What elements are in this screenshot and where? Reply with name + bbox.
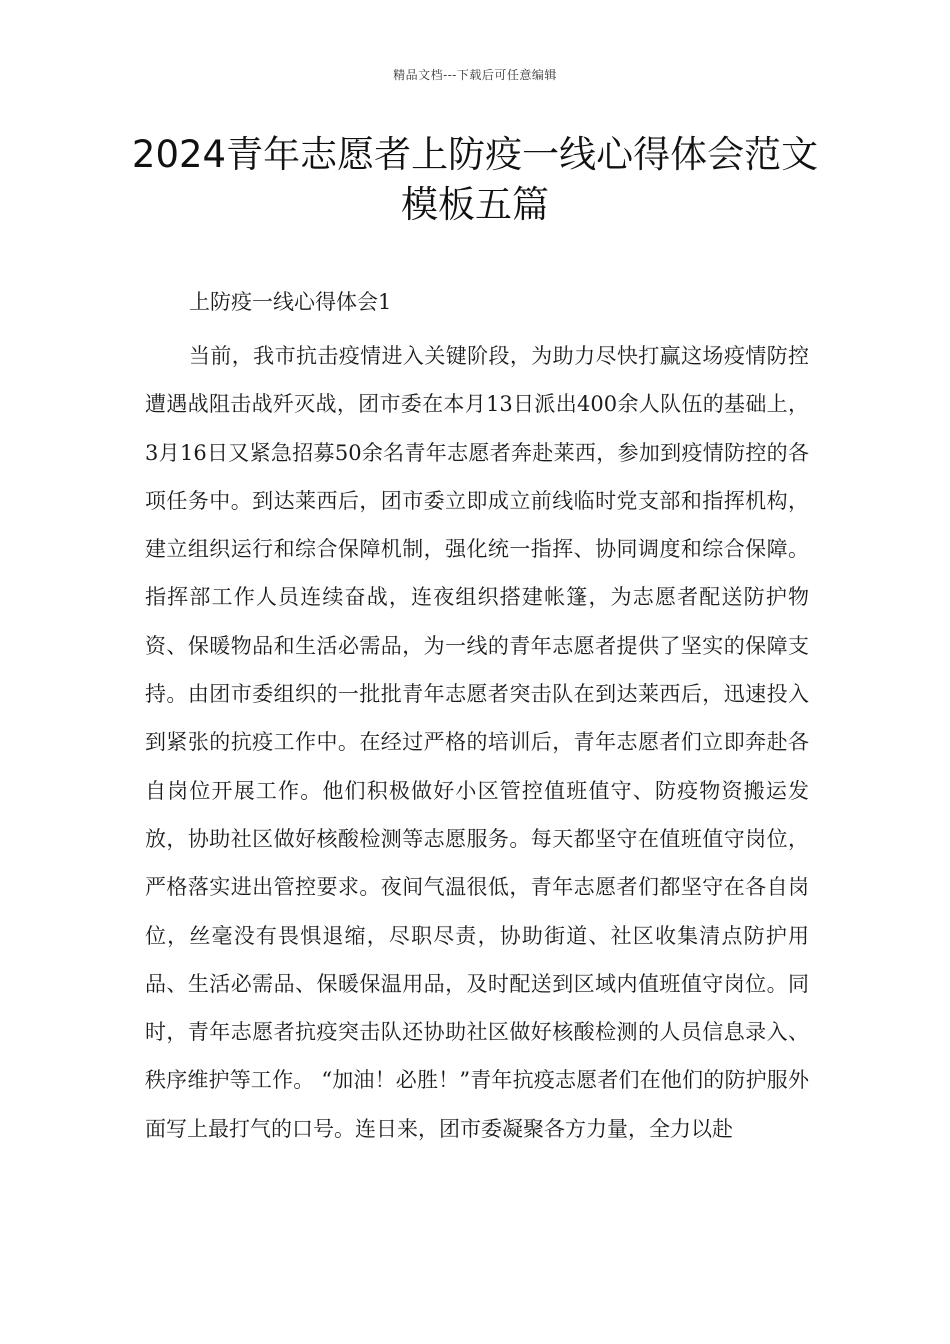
document-header-note: 精品文档---下载后可任意编辑 — [393, 68, 557, 82]
body-paragraph: 当前，我市抗击疫情进入关键阶段，为助力尽快打赢这场疫情防控遭遇战阻击战歼灭战，团市委在本月13日派出400余人队伍的基础上，3月16日又紧急招募50余名青年志愿者奔赴莱西，参加到疫情防控的各项任务中。到达莱西后，团市委立即成立前线临时党支部和指挥机构，建立组织运行和综合保障机制，强化统一指挥、协同调度和综合保障。指挥部工作人员连续奋战，连夜组织搭建帐篷，为志愿者配送防护物资、保暖物品和生活必需品，为一线的青年志愿者提供了坚实的保障支持。由团市委组织的一批批青年志愿者突击队在到达莱西后，迅速投入到紧张的抗疫工作中。在经过严格的培训后，青年志愿者们立即奔赴各自岗位开展工作。他们积极做好小区管控值班值守、防疫物资搬运发放，协助社区做好核酸检测等志愿服务。每天都坚守在值班值守岗位，严格落实进出管控要求。夜间气温很低，青年志愿者们都坚守在各自岗位，丝毫没有畏惧退缩，尽职尽责，协助街道、社区收集清点防护用品、生活必需品、保暖保温用品，及时配送到区域内值班值守岗位。同时，青年志愿者抗疫突击队还协助社区做好核酸检测的人员信息录入、秩序维护等工作。 “加油！必胜！”青年抗疫志愿者们在他们的防护服外面写上最打气的口号。连日来，团市委凝聚各方力量，全力以赴 — [145, 344, 809, 1141]
document-title: 2024青年志愿者上防疫一线心得体会范文模板五篇 — [131, 133, 819, 226]
section-heading: 上防疫一线心得体会1 — [189, 290, 392, 314]
